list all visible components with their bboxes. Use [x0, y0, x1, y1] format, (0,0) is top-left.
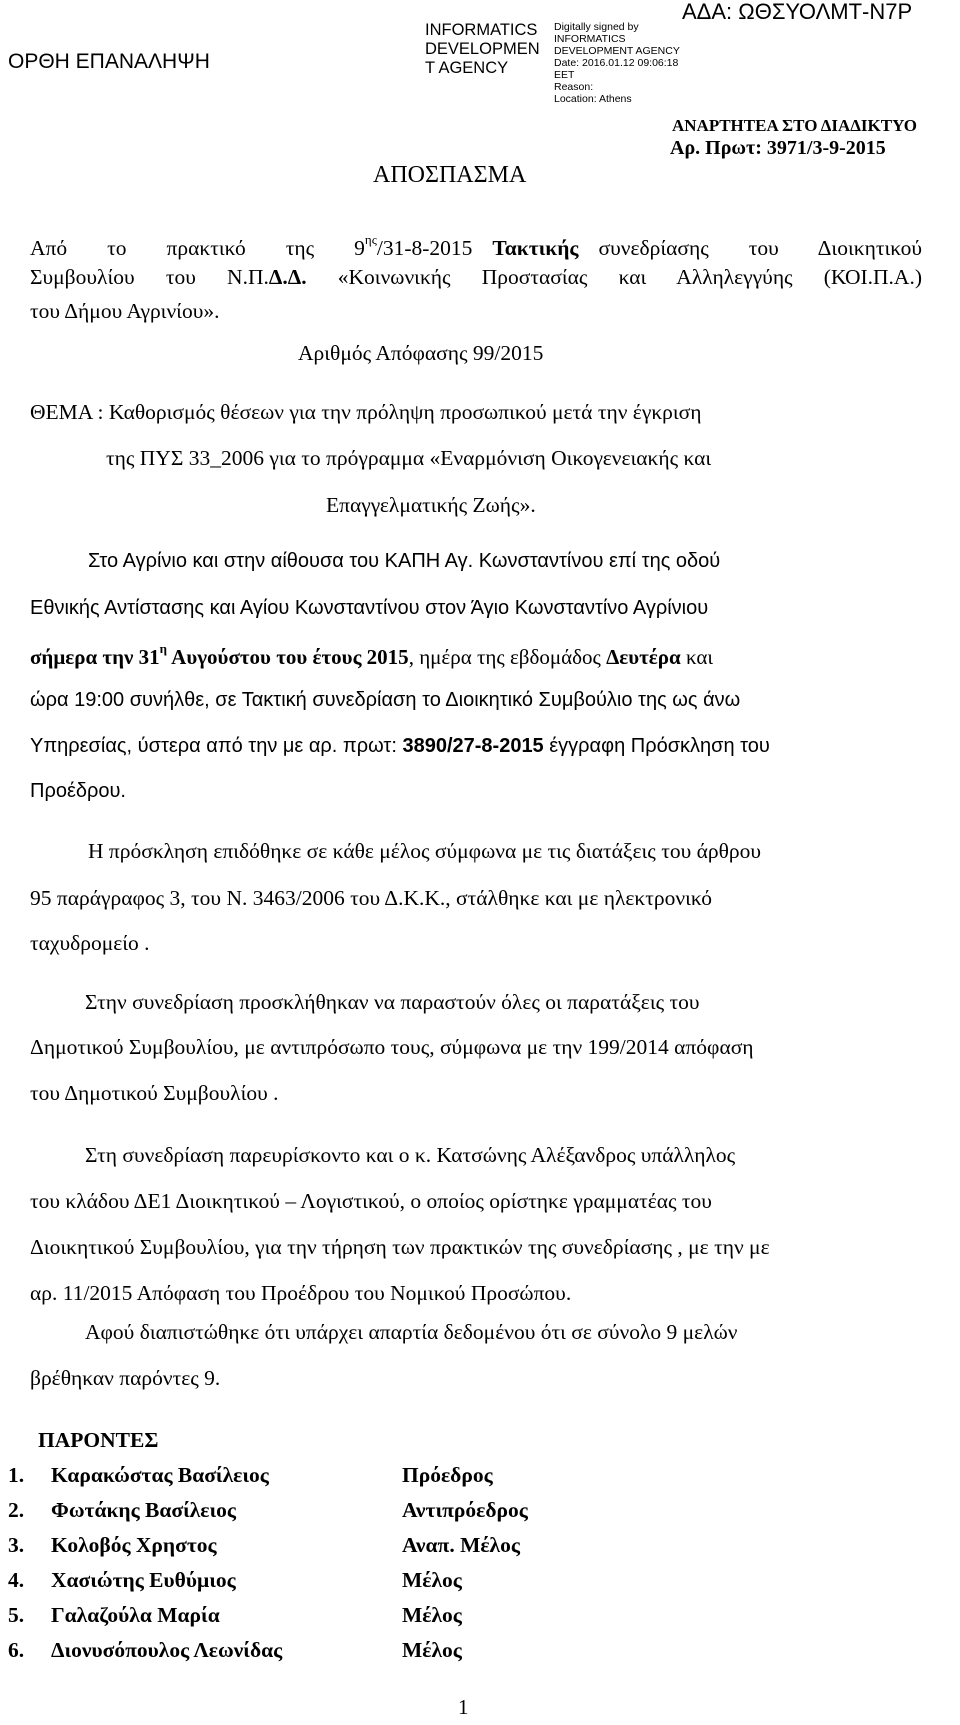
subject-line-1: ΘΕΜΑ : Καθορισμός θέσεων για την πρόληψη προσωπικού μετά την έγκριση — [30, 400, 702, 424]
para2-line-3: ταχυδρομείο . — [30, 931, 150, 955]
member-number: 6. — [8, 1638, 25, 1662]
member-number: 3. — [8, 1533, 25, 1557]
member-name: Γαλαζούλα Μαρία — [51, 1603, 220, 1627]
signature-org-line: INFORMATICS — [425, 21, 538, 39]
para3-line-1: Στην συνεδρίαση προσκλήθηκαν να παραστούν όλες οι παρατάξεις του — [85, 990, 700, 1014]
document-title: ΑΠΟΣΠΑΣΜΑ — [373, 162, 527, 188]
signature-detail-line: DEVELOPMENT AGENCY — [554, 45, 680, 57]
subject-line-2: της ΠΥΣ 33_2006 για το πρόγραμμα «Εναρμόνιση Οικογενειακής και — [106, 446, 712, 470]
correction-label: ΟΡΘΗ ΕΠΑΝΑΛΗΨΗ — [8, 50, 210, 73]
signature-detail-line: INFORMATICS — [554, 33, 626, 45]
present-heading: ΠΑΡΟΝΤΕΣ — [38, 1428, 159, 1452]
subject-line-3: Επαγγελματικής Ζωής». — [326, 493, 536, 517]
signature-details — [554, 21, 680, 105]
intro-line-1: Από το πρακτικό της $9^{\eta\varsigma}/31-8-2015$ Τακτικής συνεδρίασης του Διοικητικού — [30, 232, 923, 260]
member-name: Φωτάκης Βασίλειος — [51, 1498, 236, 1522]
intro-line-2: Συμβουλίου του Ν.Π.Δ.Δ. «Κοινωνικής Προστασίας και Αλληλεγγύης (ΚΟΙ.Π.Α.) — [30, 265, 922, 289]
signature-detail-line: Reason: — [554, 81, 594, 93]
member-number: 4. — [8, 1568, 25, 1592]
signature-detail-line: Digitally signed by — [554, 21, 639, 33]
signature-detail-line: Date: 2016.01.12 09:06:18 — [554, 57, 679, 69]
signature-detail-line: Location: Athens — [554, 93, 632, 105]
para3-line-2: Δημοτικού Συμβουλίου, με αντιπρόσωπο τους, σύμφωνα με την 199/2014 απόφαση — [30, 1035, 754, 1059]
member-name: Κολοβός Χρηστος — [51, 1533, 217, 1557]
para1-line-6: Προέδρου. — [30, 780, 126, 802]
para3-line-3: του Δημοτικού Συμβουλίου . — [30, 1081, 279, 1105]
intro-line-3: του Δήμου Αγρινίου». — [30, 299, 220, 323]
member-number: 5. — [8, 1603, 25, 1627]
para2-line-2: 95 παράγραφος 3, του Ν. 3463/2006 του Δ.Κ.Κ., στάλθηκε και με ηλεκτρονικό — [30, 886, 713, 910]
posted-label: ΑΝΑΡΤΗΤΕΑ ΣΤΟ ΔΙΑΔΙΚΤΥΟ — [672, 116, 917, 135]
member-role: Αναπ. Μέλος — [402, 1533, 520, 1557]
para5-line-2: βρέθηκαν παρόντες 9. — [30, 1366, 221, 1390]
member-role: Μέλος — [402, 1603, 462, 1627]
signature-detail-line: EET — [554, 69, 575, 81]
para1-line-5: Υπηρεσίας, ύστερα από την με αρ. πρωτ: 3890/27-8-2015 έγγραφη Πρόσκληση του — [30, 735, 770, 757]
member-name: Διονυσόπουλος Λεωνίδας — [51, 1638, 283, 1662]
para2-line-1: Η πρόσκληση επιδόθηκε σε κάθε μέλος σύμφωνα με τις διατάξεις του άρθρου — [88, 839, 762, 863]
para1-line-4: ώρα 19:00 συνήλθε, σε Τακτική συνεδρίαση το Διοικητικό Συμβούλιο της ως άνω — [30, 689, 741, 711]
member-name: Χασιώτης Ευθύμιος — [51, 1568, 236, 1592]
page-number: 1 — [458, 1695, 469, 1719]
para1-line-3: σήμερα την $31^\eta$ Αυγούστου του έτους 2015, ημέρα της εβδομάδος Δευτέρα και — [30, 641, 714, 669]
ada-code: ΑΔΑ: ΩΘΣΥΟΛΜΤ-Ν7Ρ — [682, 0, 913, 24]
member-number: 2. — [8, 1498, 25, 1522]
para5-line-1: Αφού διαπιστώθηκε ότι υπάρχει απαρτία δεδομένου ότι σε σύνολο 9 μελών — [85, 1320, 738, 1344]
member-number: 1. — [8, 1463, 25, 1487]
para4-line-2: του κλάδου ΔΕ1 Διοικητικού – Λογιστικού, ο οποίος ορίστηκε γραμματέας του — [30, 1189, 712, 1213]
para4-line-1: Στη συνεδρίαση παρευρίσκοντο και ο κ. Κατσώνης Αλέξανδρος υπάλληλος — [85, 1143, 736, 1167]
member-role: Μέλος — [402, 1638, 462, 1662]
member-name: Καρακώστας Βασίλειος — [51, 1463, 269, 1487]
member-role: Αντιπρόεδρος — [402, 1498, 528, 1522]
signature-org-line: DEVELOPMEN — [425, 40, 540, 58]
member-role: Μέλος — [402, 1568, 462, 1592]
member-role: Πρόεδρος — [402, 1463, 493, 1487]
para4-line-3: Διοικητικού Συμβουλίου, για την τήρηση των πρακτικών της συνεδρίασης , με την με — [30, 1235, 770, 1259]
para1-line-2: Εθνικής Αντίστασης και Αγίου Κωνσταντίνου στον Άγιο Κωνσταντίνο Αγρίνιου — [30, 597, 709, 619]
para1-line-1: Στο Αγρίνιο και στην αίθουσα του ΚΑΠΗ Αγ. Κωνσταντίνου επί της οδού — [88, 550, 721, 572]
signature-org — [425, 21, 540, 78]
protocol-number: Αρ. Πρωτ: 3971/3-9-2015 — [670, 137, 886, 159]
decision-number: Αριθμός Απόφασης 99/2015 — [298, 341, 544, 365]
signature-org-line: T AGENCY — [425, 59, 509, 77]
para4-line-4: αρ. 11/2015 Απόφαση του Προέδρου του Νομικού Προσώπου. — [30, 1281, 572, 1305]
